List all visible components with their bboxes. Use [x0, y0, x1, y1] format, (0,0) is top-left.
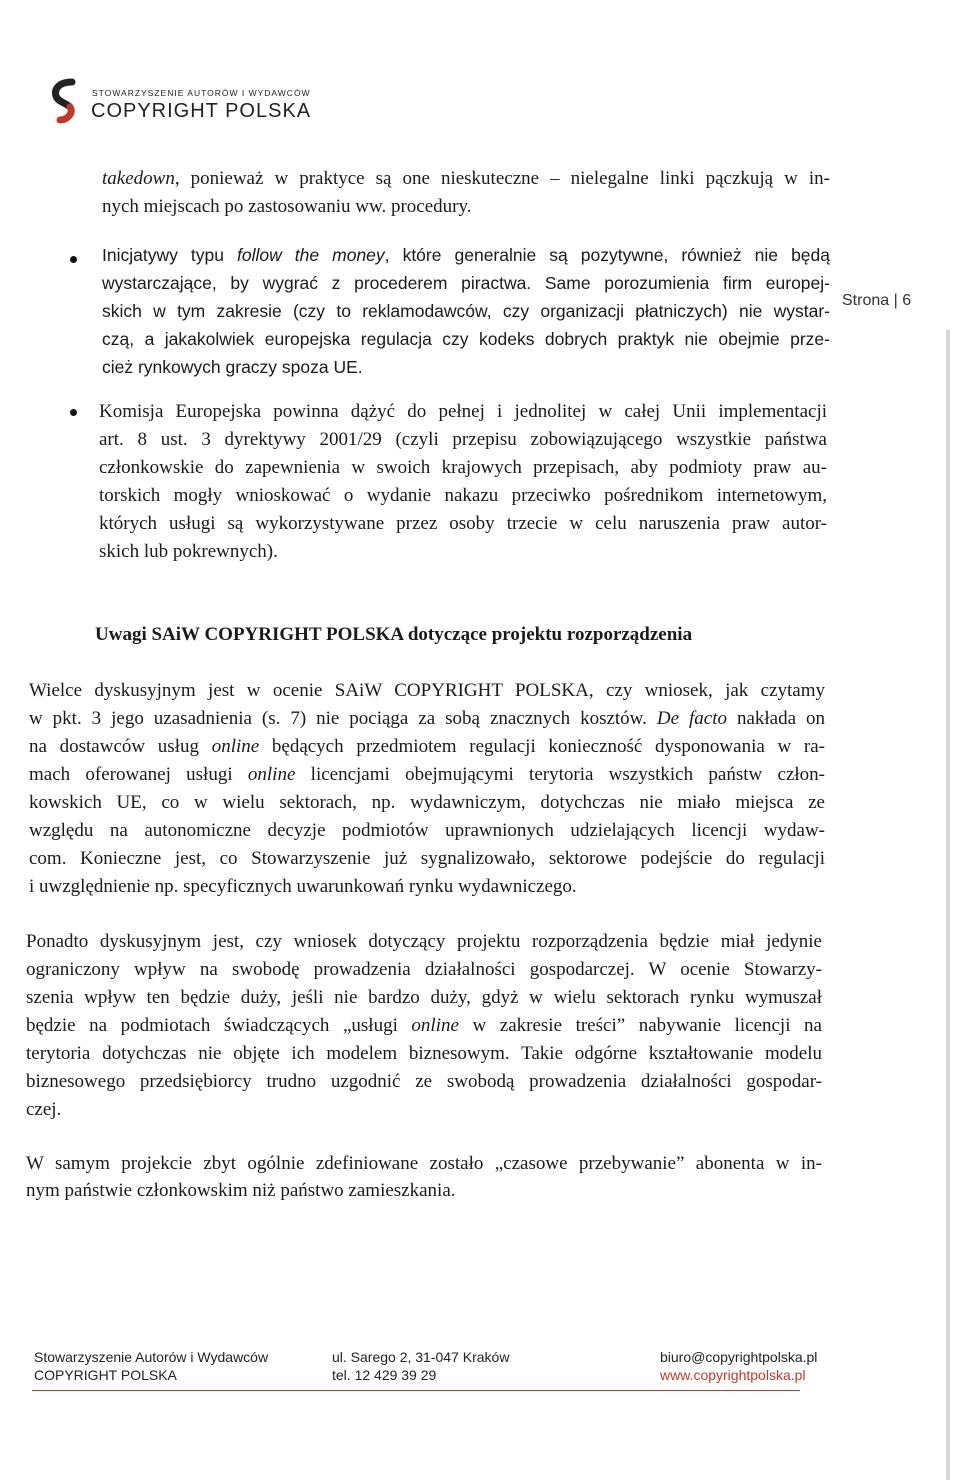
bullet2-line — [102, 271, 830, 295]
text: kowskich UE, co w wielu sektorach, np. wydawniczym, dotychczas nie miało miejsca ze — [29, 792, 825, 813]
para1-line — [29, 819, 825, 843]
bullet3-line — [99, 428, 827, 452]
logo-brand: COPYRIGHT POLSKA — [91, 100, 312, 122]
para1-line — [29, 679, 825, 703]
text: mach oferowanej usługi — [29, 764, 248, 785]
para3-line — [26, 1179, 456, 1203]
bullet2-line — [102, 355, 363, 379]
logo-mark-icon — [48, 76, 82, 126]
para2-line — [26, 930, 822, 954]
footer-website-link[interactable]: www.copyrightpolska.pl — [660, 1367, 806, 1383]
section-heading: Uwagi SAiW COPYRIGHT POLSKA dotyczące projektu rozporządzenia — [95, 624, 693, 645]
text: będzie na podmiotach świadczących „usługi — [26, 1015, 412, 1036]
bullet1_cont-line — [102, 167, 830, 191]
text: Inicjatywy typu — [102, 245, 237, 265]
text: nych miejscach po zastosowaniu ww. procedury. — [102, 196, 472, 217]
italic-text: takedown — [102, 168, 175, 189]
para2-line — [26, 958, 822, 982]
italic-text: online — [211, 736, 260, 757]
footer-org-line1: Stowarzyszenie Autorów i Wydawców — [34, 1349, 269, 1365]
bullet2-line — [102, 327, 830, 351]
bullet3-line — [99, 540, 278, 564]
bullet3-line — [99, 484, 827, 508]
text: na dostawców usług — [29, 736, 212, 757]
text: , ponieważ w praktyce są one nieskuteczne – nielegalne linki pączkują w in- — [174, 168, 830, 189]
text: com. Konieczne jest, co Stowarzyszenie już sygnalizowało, sektorowe podejście do regulacji — [29, 848, 825, 869]
bullet-icon — [70, 409, 77, 416]
para1-line — [29, 847, 825, 871]
para3-line — [26, 1152, 822, 1176]
bullet2-line — [102, 243, 830, 267]
text: nym państwie członkowskim niż państwo zamieszkania. — [26, 1180, 456, 1201]
page-edge-rule — [946, 330, 950, 1480]
text: będących przedmiotem regulacji konieczność dysponowania w ra- — [259, 736, 825, 757]
para1-line — [29, 875, 577, 899]
text: art. 8 ust. 3 dyrektywy 2001/29 (czyli przepisu zobowiązującego wszystkie państwa — [99, 429, 827, 450]
text: w zakresie treści” nabywanie licencji na — [458, 1015, 822, 1036]
text: czej. — [26, 1099, 62, 1120]
bullet1_cont-line — [102, 195, 472, 219]
text: skich lub pokrewnych). — [99, 541, 278, 562]
logo-org-line: STOWARZYSZENIE AUTORÓW I WYDAWCÓW — [92, 88, 311, 98]
bullet-icon — [70, 256, 77, 263]
para2-line — [26, 1070, 822, 1094]
text: Wielce dyskusyjnym jest w ocenie SAiW COPYRIGHT POLSKA, czy wniosek, jak czytamy — [29, 680, 825, 701]
footer-street: ul. Sarego 2, 31-047 Kraków — [332, 1349, 510, 1365]
italic-text: online — [247, 764, 296, 785]
text: cież rynkowych graczy spoza UE. — [102, 357, 363, 377]
italic-text: De facto — [656, 708, 727, 729]
text: licencjami obejmującymi terytoria wszystkich państw człon- — [295, 764, 825, 785]
text: i uwzględnienie np. specyficznych uwarunkowań rynku wydawniczego. — [29, 876, 577, 897]
text: członkowskie do zapewnienia w swoich krajowych przepisach, aby podmioty praw au- — [99, 457, 827, 478]
text: skich w tym zakresie (czy to reklamodawców, czy organizacji płatniczych) nie wystar- — [102, 301, 830, 321]
page-number: Strona | 6 — [842, 292, 912, 309]
para1-line — [29, 791, 825, 815]
bullet3-line — [99, 400, 827, 424]
footer-organization — [34, 1348, 268, 1384]
text: W samym projekcie zbyt ogólnie zdefiniowane zostało „czasowe przebywanie” abonenta w in- — [26, 1153, 822, 1174]
text: Komisja Europejska powinna dążyć do pełnej i jednolitej w całej Unii implementacji — [99, 401, 827, 422]
text: względu na autonomiczne decyzje podmiotów uprawnionych udzielających licencji wydaw- — [29, 820, 825, 841]
para2-line — [26, 1042, 822, 1066]
text: terytoria dotychczas nie objęte ich modelem biznesowym. Takie odgórne kształtowanie modelu — [26, 1043, 822, 1064]
para1-line — [29, 735, 825, 759]
footer-contact — [660, 1348, 817, 1384]
para1-line — [29, 763, 825, 787]
footer-org-line2: COPYRIGHT POLSKA — [34, 1367, 177, 1383]
bullet2-line — [102, 299, 830, 323]
text: szenia wpływ ten będzie duży, jeśli nie bardzo duży, gdyż w wielu sektorach rynku wymuszał — [26, 987, 822, 1008]
text: wystarczające, by wygrać z procederem piractwa. Same porozumienia firm europej- — [102, 273, 830, 293]
bullet3-line — [99, 512, 827, 536]
text: torskich mogły wnioskować o wydanie nakazu przeciwko pośrednikom internetowym, — [99, 485, 827, 506]
footer-email-link[interactable]: biuro@copyrightpolska.pl — [660, 1349, 818, 1365]
text: nakłada on — [726, 708, 825, 729]
text: Ponadto dyskusyjnym jest, czy wniosek dotyczący projektu rozporządzenia będzie miał jedynie — [26, 931, 822, 952]
footer-divider — [32, 1390, 800, 1391]
para1-line — [29, 707, 825, 731]
text: , które generalnie są pozytywne, również nie będą — [384, 245, 830, 265]
italic-text: online — [411, 1015, 459, 1036]
text: czą, a jakakolwiek europejska regulacja czy kodeks dobrych praktyk nie obejmie prze- — [102, 329, 830, 349]
para2-line — [26, 1098, 61, 1122]
italic-text: follow the money — [237, 245, 385, 265]
bullet3-line — [99, 456, 827, 480]
footer-phone: tel. 12 429 39 29 — [332, 1367, 437, 1383]
para2-line — [26, 986, 822, 1010]
text: w pkt. 3 jego uzasadnienia (s. 7) nie pociąga za sobą znacznych kosztów. — [29, 708, 657, 729]
para2-line — [26, 1014, 822, 1038]
footer-address — [332, 1348, 509, 1384]
text: ograniczony wpływ na swobodę prowadzenia działalności gospodarczej. W ocenie Stowarzy- — [26, 959, 822, 980]
text: których usługi są wykorzystywane przez osoby trzecie w celu naruszenia praw autor- — [99, 513, 827, 534]
text: biznesowego przedsiębiorcy trudno uzgodnić ze swobodą prowadzenia działalności gospodar- — [26, 1071, 822, 1092]
